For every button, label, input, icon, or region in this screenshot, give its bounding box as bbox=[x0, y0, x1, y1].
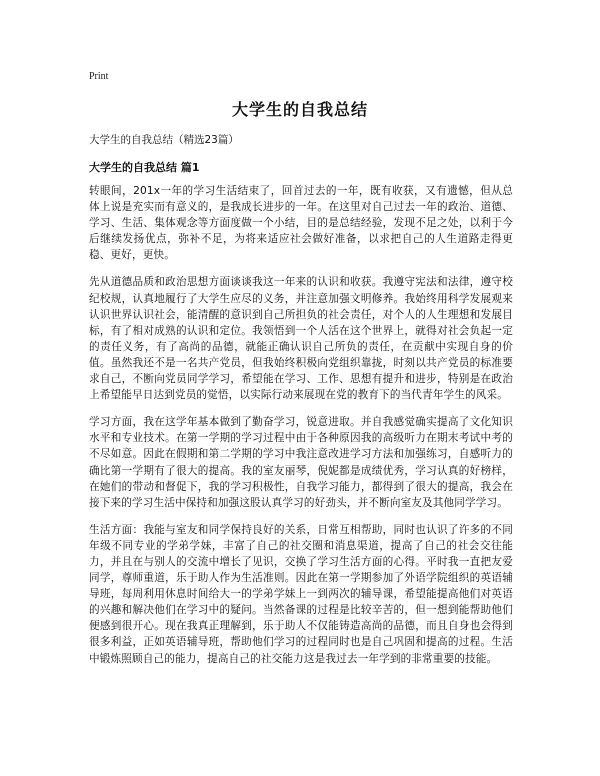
document-subtitle: 大学生的自我总结（精选23篇） bbox=[89, 134, 239, 146]
paragraph-study: 学习方面，我在这学年基本做到了勤奋学习，锐意进取。并自我感觉确实提高了文化知识水平和专业技术。在第一学期的学习过程中由于各种原因我的高级听力在期末考试中考的不尽如意。因此在假期和第二学期的学习中我注意改进学习方法和加强练习，自感听力的确比第一学期有了很大的提高。我的室友丽琴，倪妮都是成绩优秀，学习认真的好榜样，在她们的带动和督促下，我的学习积极性，自我学习能力，都得到了很大的提高，我会在接下来的学习生活中保持和加强这股认真学习的好劲头，并不断向室友及其他同学学习。 bbox=[89, 416, 513, 509]
section-heading: 大学生的自我总结 篇1 bbox=[89, 161, 200, 174]
page-title: 大学生的自我总结 bbox=[231, 100, 368, 119]
article-body bbox=[89, 183, 513, 678]
paragraph-moral-political: 先从道德品质和政治思想方面谈谈我这一年来的认识和收获。我遵守宪法和法律，遵守校纪校规，认真地履行了大学生应尽的义务，并注意加强文明修养。我始终用科学发展观来认识世界认识社会，能清醒的意识到自己所担负的社会责任，对个人的人生理想和发展目标，有了相对成熟的认识和定位。我领悟到一个人活在这个世界上，就得对社会负起一定的责任义务，有了高尚的品德，就能正确认识自己所负的责任，在贡献中实现自身的价值。虽然我还不是一名共产党员，但我始终积极向党组织靠拢，时刻以共产党员的标准要求自己，不断向党员同学学习，希望能在学习、工作、思想有提升和进步，特别是在政治上希望能早日达到党员的觉悟，以实际行动来展现在党的教育下的当代青年学生的风采。 bbox=[89, 276, 513, 402]
paragraph-life: 生活方面：我能与室友和同学保持良好的关系，日常互相帮助，同时也认识了许多的不同年级不同专业的学弟学妹，丰富了自己的社交圈和消息渠道，提高了自己的社会交往能力，并且在与别人的交流中增长了见识，交换了学习生活方面的心得。平时我一直把友爱同学，尊师重道，乐于助人作为生活准则。因此在第一学期参加了外语学院组织的英语辅导班，每周利用休息时间给大一的学弟学妹上一到两次的辅导课，希望能提高他们对英语的兴趣和解决他们在学习中的疑问。当然备课的过程是比较辛苦的，但一想到能帮助他们便感到很开心。现在我真正理解到，乐于助人不仅能铸造高尚的品德，而且自身也会得到很多利益，正如英语辅导班，帮助他们学习的过程同时也是自己巩固和提高的过程。生活中锻炼照顾自己的能力，提高自己的社交能力这是我过去一年学到的非常重要的技能。 bbox=[89, 523, 513, 665]
print-link[interactable]: Print bbox=[89, 71, 109, 82]
paragraph-intro: 转眼间，201x一年的学习生活结束了，回首过去的一年，既有收获，又有遗憾，但从总体上说是充实而有意义的，是我成长进步的一年。在这里对自己过去一年的政治、道德、学习、生活、集体观念等方面度做一个小结，目的是总结经验，发现不足之处，以利于今后继续发扬优点，弥补不足，为将来适应社会做好准备，以求把自己的人生道路走得更稳、更好，更快。 bbox=[89, 185, 513, 262]
